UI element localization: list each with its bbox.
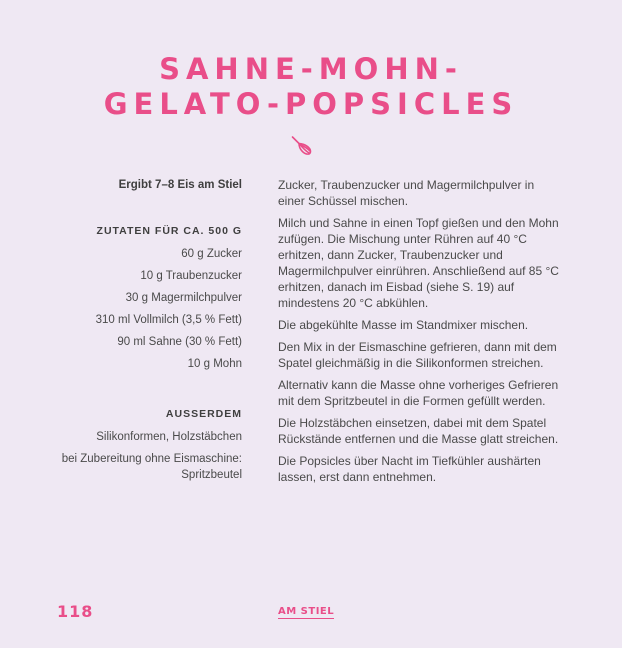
step-paragraph: Den Mix in der Eismaschine gefrieren, dann mit dem Spatel gleichmäßig in die Silikonformen streichen.	[278, 340, 557, 370]
recipe-title-line-2: GELATO-POPSICLES	[103, 87, 519, 121]
step-paragraph: Alternativ kann die Masse ohne vorheriges Gefrieren mit dem Spritzbeutel in die Formen gefüllt werden.	[278, 378, 559, 408]
ingredient-item: 310 ml Vollmilch (3,5 % Fett)	[95, 314, 242, 326]
step-paragraph: Die abgekühlte Masse im Standmixer mischen.	[278, 318, 529, 332]
ingredient-item: 10 g Traubenzucker	[140, 270, 242, 282]
recipe-title-line-1: SAHNE-MOHN-	[159, 52, 463, 86]
page-number: 118	[57, 602, 94, 621]
recipe-title	[0, 52, 622, 122]
extra-item: Silikonformen, Holzstäbchen	[96, 431, 242, 443]
extra-item: bei Zubereitung ohne Eismaschine: Spritzbeutel	[61, 453, 242, 481]
step-paragraph: Milch und Sahne in einen Topf gießen und den Mohn zufügen. Die Mischung unter Rühren auf 40 °C erhitzen, dann Zucker, Traubenzucker und Magermilchpulver einrühren. Anschließend auf 85 °C erhitzen, danach im Eisbad (siehe S. 19) auf mindestens 20 °C abkühlen.	[278, 216, 559, 310]
step-paragraph: Die Holzstäbchen einsetzen, dabei mit dem Spatel Rückstände entfernen und die Masse glatt streichen.	[278, 416, 559, 446]
ingredients-column	[60, 177, 242, 489]
steps-column	[278, 177, 560, 491]
chapter-label: AM STIEL	[278, 606, 335, 617]
whisk-icon	[290, 134, 314, 158]
extras-heading: AUSSERDEM	[165, 408, 242, 420]
ingredient-item: 90 ml Sahne (30 % Fett)	[117, 336, 242, 348]
step-paragraph: Die Popsicles über Nacht im Tiefkühler aushärten lassen, erst dann entnehmen.	[278, 454, 541, 484]
ingredient-item: 30 g Magermilchpulver	[125, 292, 242, 304]
step-paragraph: Zucker, Traubenzucker und Magermilchpulver in einer Schüssel mischen.	[278, 178, 535, 208]
ingredient-item: 60 g Zucker	[181, 248, 242, 260]
ingredient-item: 10 g Mohn	[187, 358, 242, 370]
ingredients-heading: ZUTATEN FÜR CA. 500 G	[96, 225, 242, 237]
yield-text: Ergibt 7–8 Eis am Stiel	[118, 179, 242, 191]
